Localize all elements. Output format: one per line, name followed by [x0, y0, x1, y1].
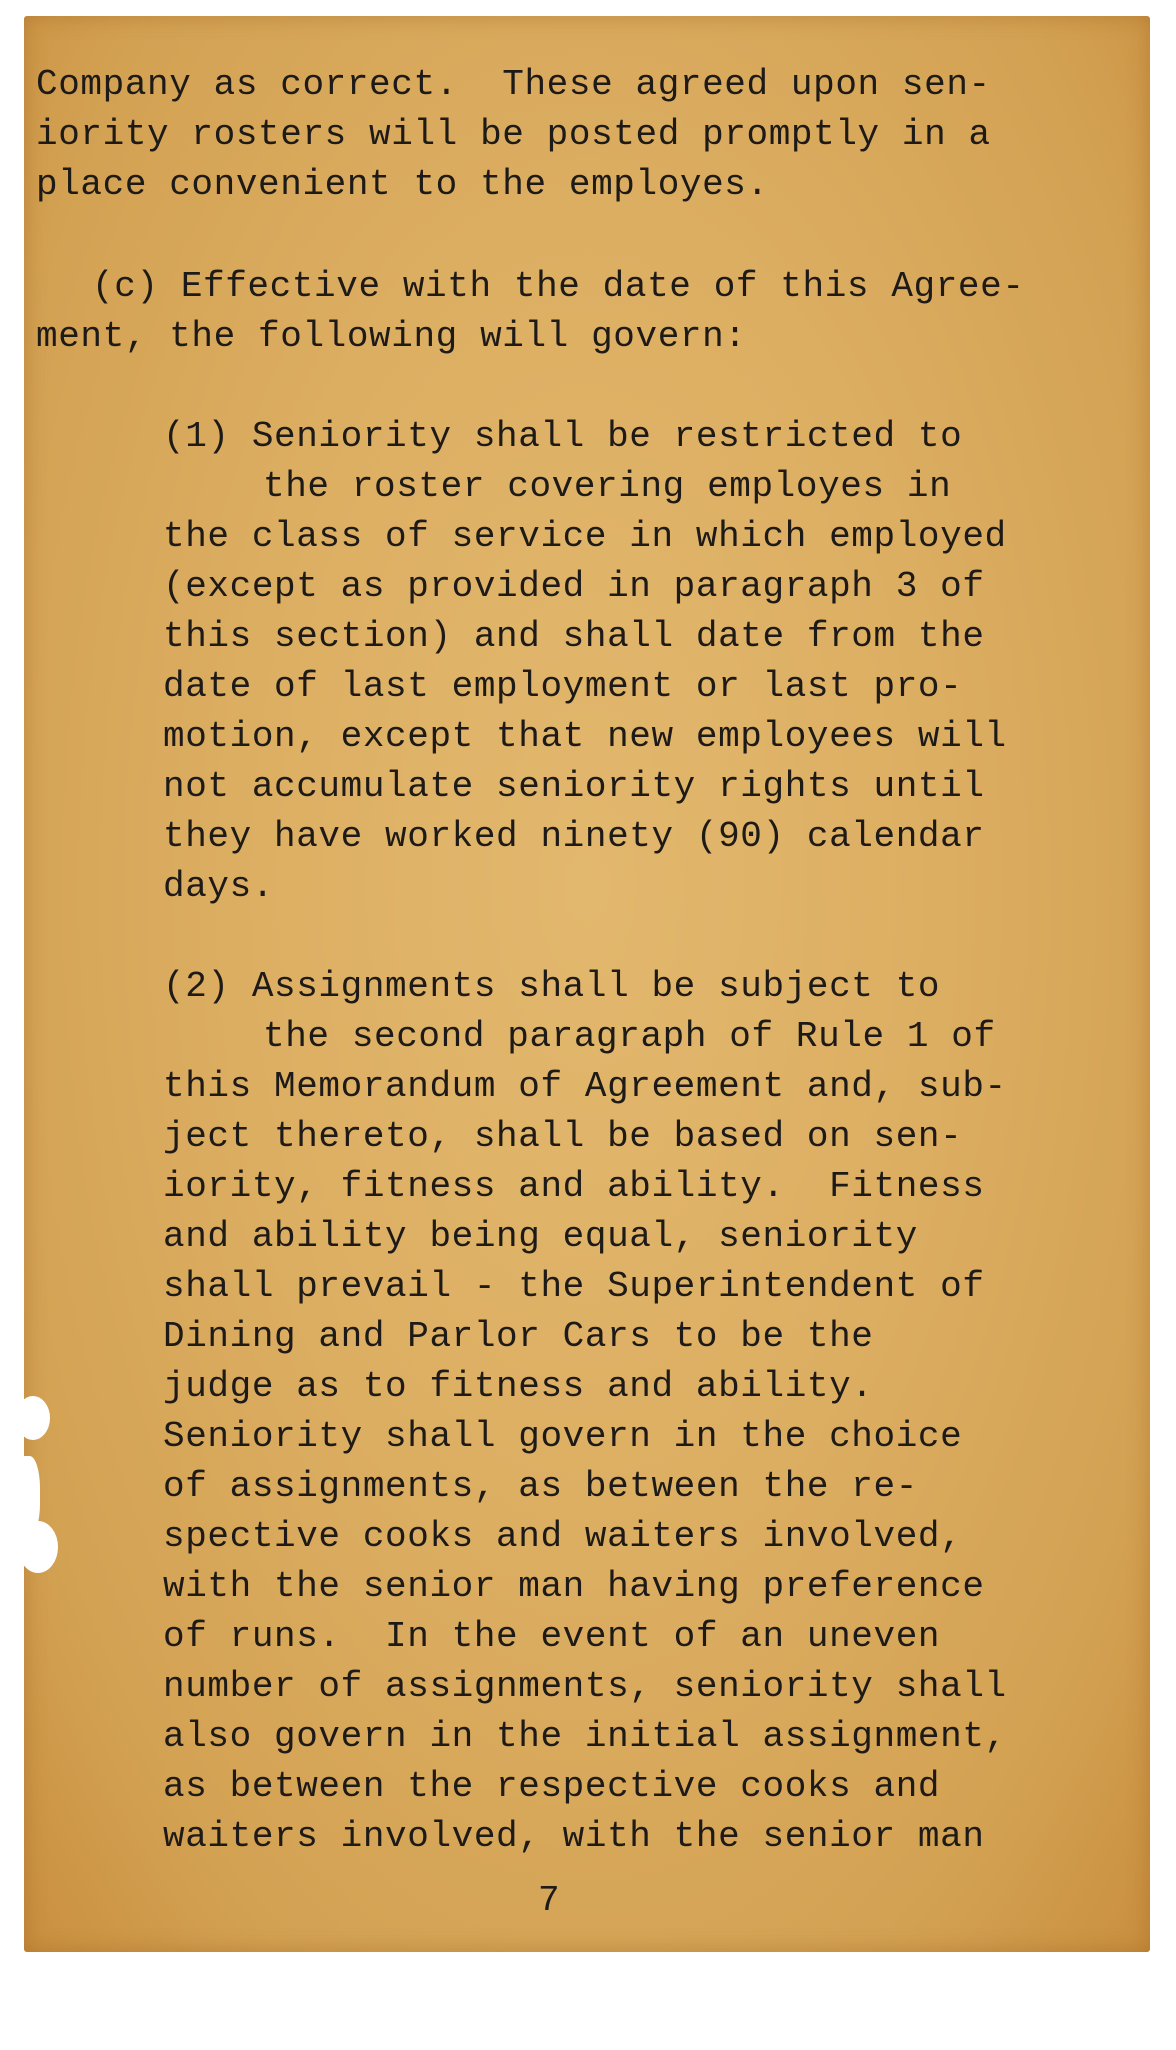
text-line: of assignments, as between the re- [163, 1466, 918, 1507]
text-line: this Memorandum of Agreement and, sub- [163, 1066, 1007, 1107]
text-line: this section) and shall date from the [163, 616, 985, 657]
text-line: the second paragraph of Rule 1 of [263, 1016, 996, 1057]
text-line: the roster covering employes in [263, 466, 952, 507]
text-line: with the senior man having preference [163, 1566, 985, 1607]
text-line: spective cooks and waiters involved, [163, 1516, 963, 1557]
text-line: (1) Seniority shall be restricted to [163, 416, 963, 457]
text-line: place convenient to the employes. [36, 164, 769, 205]
text-line: number of assignments, seniority shall [163, 1666, 1007, 1707]
text-line: as between the respective cooks and [163, 1766, 941, 1807]
text-line: date of last employment or last pro- [163, 666, 963, 707]
text-line: Company as correct. These agreed upon sen- [36, 64, 991, 105]
text-line: Seniority shall govern in the choice [163, 1416, 963, 1457]
text-line: iority rosters will be posted promptly in a [36, 114, 991, 155]
text-line: ment, the following will govern: [36, 316, 747, 357]
text-line: (c) Effective with the date of this Agree- [92, 266, 1025, 307]
text-line: the class of service in which employed [163, 516, 1007, 557]
text-line: Dining and Parlor Cars to be the [163, 1316, 874, 1357]
text-line: and ability being equal, seniority [163, 1216, 918, 1257]
text-line: (2) Assignments shall be subject to [163, 966, 941, 1007]
text-line: ject thereto, shall be based on sen- [163, 1116, 963, 1157]
text-line: they have worked ninety (90) calendar [163, 816, 985, 857]
text-line: days. [163, 866, 275, 907]
text-line: iority, fitness and ability. Fitness [163, 1166, 985, 1207]
text-line: waiters involved, with the senior man [163, 1816, 985, 1857]
text-line: judge as to fitness and ability. [163, 1366, 874, 1407]
text-line: of runs. In the event of an uneven [163, 1616, 941, 1657]
text-line: also govern in the initial assignment, [163, 1716, 1007, 1757]
text-line: motion, except that new employees will [163, 716, 1007, 757]
text-line: not accumulate seniority rights until [163, 766, 985, 807]
text-line: shall prevail - the Superintendent of [163, 1266, 985, 1307]
text-line: (except as provided in paragraph 3 of [163, 566, 985, 607]
page-number: 7 [538, 1880, 560, 1921]
